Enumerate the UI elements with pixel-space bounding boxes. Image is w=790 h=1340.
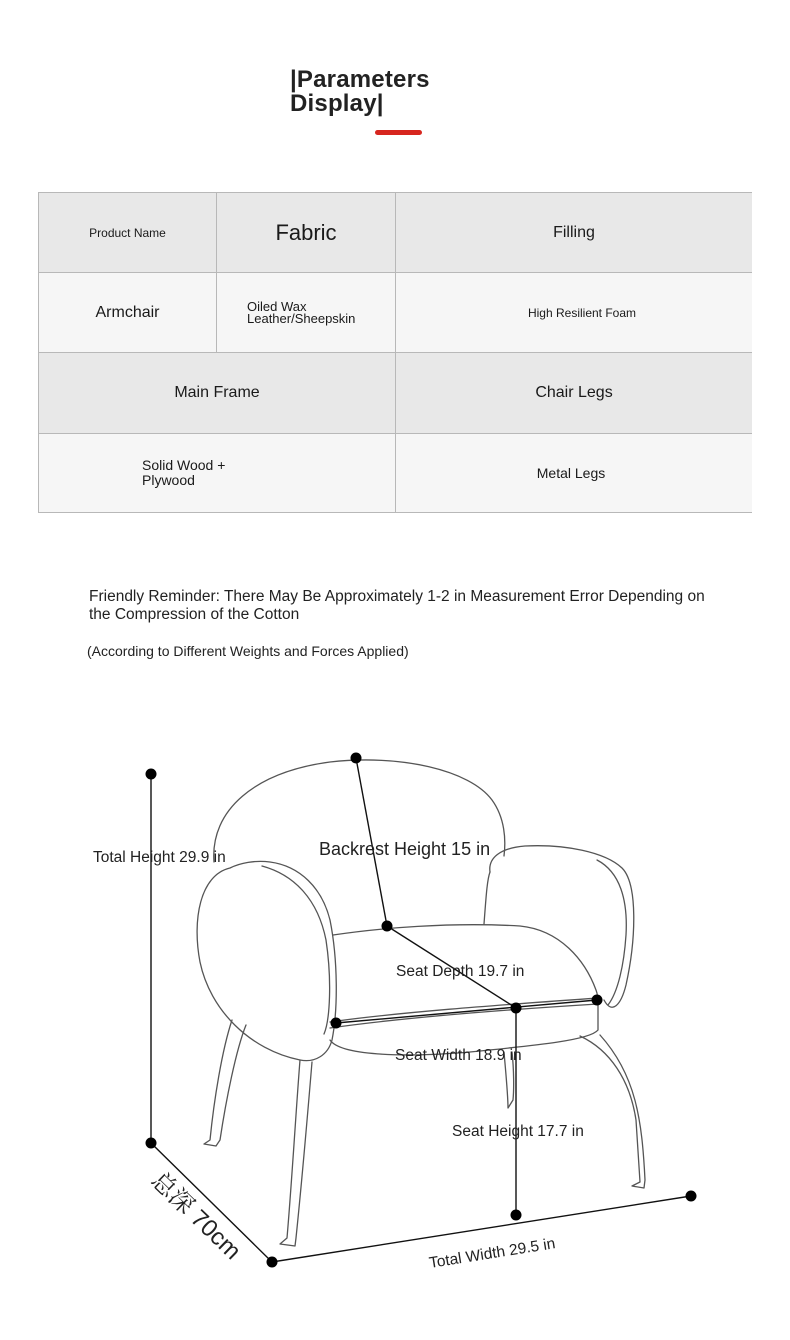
label-seat-width: Seat Width 18.9 in — [395, 1047, 522, 1064]
value-main-frame-text: Solid Wood + Plywood — [142, 457, 226, 488]
seat-width-line — [336, 1000, 597, 1023]
label-seat-height: Seat Height 17.7 in — [452, 1123, 584, 1140]
dimension-lines — [151, 758, 691, 1262]
header-fabric: Fabric — [217, 193, 396, 273]
label-seat-depth: Seat Depth 19.7 in — [396, 963, 525, 980]
header-product-name: Product Name — [39, 193, 217, 273]
point-floor — [511, 1210, 522, 1221]
header-filling: Filling — [396, 193, 752, 273]
value-chair-legs: Metal Legs — [396, 434, 752, 512]
point-seat-back — [382, 921, 393, 932]
point-right-corner — [686, 1191, 697, 1202]
point-seat-left — [331, 1018, 342, 1029]
value-filling: High Resilient Foam — [396, 273, 752, 353]
label-total-height: Total Height 29.9 in — [93, 849, 226, 866]
value-fabric-text: Oiled Wax Leather/Sheepskin — [247, 298, 356, 326]
dimension-points — [146, 753, 697, 1268]
point-front-corner — [267, 1257, 278, 1268]
value-product-name: Armchair — [39, 273, 217, 353]
chair-illustration — [197, 760, 645, 1246]
point-seat-front — [511, 1003, 522, 1014]
measurement-note: (According to Different Weights and Forces Applied) — [87, 643, 409, 659]
measurement-reminder: Friendly Reminder: There May Be Approximately 1-2 in Measurement Error Depending on the Compression of the Cotton — [89, 588, 705, 623]
point-seat-right — [592, 995, 603, 1006]
label-backrest-height: Backrest Height 15 in — [319, 839, 491, 859]
label-total-depth: 总深 70cm — [145, 1166, 247, 1266]
point-backrest-top — [351, 753, 362, 764]
label-total-width: Total Width 29.5 in — [427, 1235, 557, 1272]
header-main-frame: Main Frame — [39, 353, 396, 434]
point-bottom-height — [146, 1138, 157, 1149]
point-top-height — [146, 769, 157, 780]
header-chair-legs: Chair Legs — [396, 353, 752, 434]
page-title: |Parameters Display| — [290, 66, 430, 117]
dimension-labels — [93, 839, 584, 1272]
